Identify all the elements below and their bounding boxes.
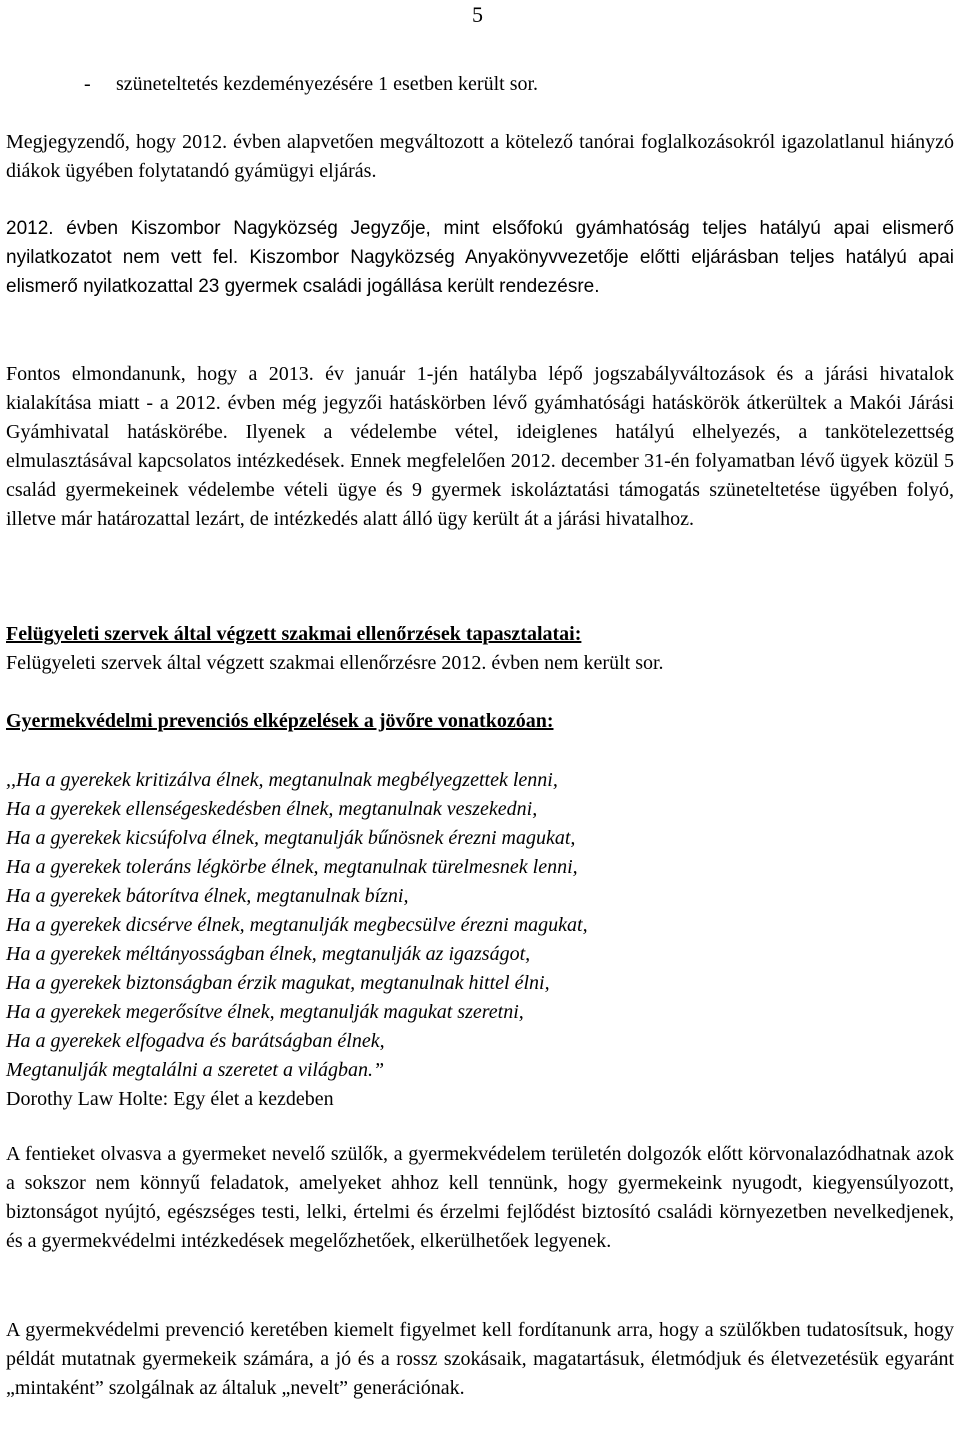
poem-line: ,,Ha a gyerekek kritizálva élnek, megtanulnak megbélyegzettek lenni, bbox=[6, 769, 558, 791]
poem-line: Ha a gyerekek toleráns légkörbe élnek, megtanulnak türelmesnek lenni, bbox=[6, 856, 578, 878]
paragraph-fontos: Fontos elmondanunk, hogy a 2013. év január 1-jén hatályba lépő jogszabályváltozások és a járási hivatalok kialakítása miatt - a 2012. évben még jegyzői hatáskörben lévő gyámhatósági hatáskörök átkerültek a Makói Járási Gyámhivatal hatáskörébe. Ilyenek a védelembe vétel, ideiglenes hatályú elhelyezés, a tankötelezettség elmulasztásával kapcsolatos intézkedések. Ennek megfelelően 2012. december 31-én folyamatban lévő ügyek közül 5 család gyermekeinek védelembe vételi ügye és 9 gyermek iskoláztatási támogatás szüneteltetése ügyében folyó, illetve már határozattal lezárt, de intézkedés alatt álló ügy került át a járási hivatalhoz. bbox=[6, 363, 954, 530]
dash-list-item bbox=[84, 70, 934, 99]
poem-line: Ha a gyerekek méltányosságban élnek, megtanulják az igazságot, bbox=[6, 943, 531, 965]
poem-line: Ha a gyerekek ellenségeskedésben élnek, megtanulnak veszekedni, bbox=[6, 798, 538, 820]
poem-line: Ha a gyerekek dicsérve élnek, megtanulják megbecsülve érezni magukat, bbox=[6, 914, 588, 936]
dash-item-text: szüneteltetés kezdeményezésére 1 esetben került sor. bbox=[116, 73, 539, 95]
poem-line: Ha a gyerekek bátorítva élnek, megtanulnak bízni, bbox=[6, 885, 409, 907]
poem-line: Ha a gyerekek kicsúfolva élnek, megtanulják bűnösnek érezni magukat, bbox=[6, 827, 576, 849]
poem-line: Ha a gyerekek biztonságban érzik magukat, megtanulnak hittel élni, bbox=[6, 972, 550, 994]
poem-line: Ha a gyerekek elfogadva és barátságban élnek, bbox=[6, 1030, 385, 1052]
paragraph-note: Megjegyzendő, hogy 2012. évben alapvetően megváltozott a kötelező tanórai foglalkozásokról igazolatlanul hiányzó diákok ügyében folytatandó gyámügyi eljárás. bbox=[6, 131, 954, 182]
paragraph-felugyeleti: Felügyeleti szervek által végzett szakmai ellenőrzésre 2012. évben nem került sor. bbox=[6, 652, 664, 674]
poem-line: Ha a gyerekek megerősítve élnek, megtanulják magukat szeretni, bbox=[6, 1001, 524, 1023]
paragraph-2012: 2012. évben Kiszombor Nagyközség Jegyzője, mint elsőfokú gyámhatóság teljes hatályú apai elismerő nyilatkozatot nem vett fel. Kiszombor Nagyközség Anyakönyvvezetője előtti eljárásban teljes hatályú apai elismerő nyilatkozattal 23 gyermek családi jogállása került rendezésre. bbox=[6, 218, 954, 297]
poem bbox=[6, 766, 954, 1085]
poem-line: Megtanulják megtalálni a szeretet a világban.” bbox=[6, 1059, 385, 1081]
dash-bullet: - bbox=[84, 73, 91, 95]
heading-felugyeleti: Felügyeleti szervek által végzett szakmai ellenőrzések tapasztalatai: bbox=[6, 623, 582, 645]
heading-prevencio: Gyermekvédelmi prevenciós elképzelések a jövőre vonatkozóan: bbox=[6, 710, 554, 732]
page-number: 5 bbox=[472, 2, 483, 27]
poem-attribution: Dorothy Law Holte: Egy élet a kezdeben bbox=[6, 1088, 334, 1110]
paragraph-prevencio: A gyermekvédelmi prevenció keretében kiemelt figyelmet kell fordítanunk arra, hogy a szülőkben tudatosítsuk, hogy példát mutatnak gyermekeik számára, a jó és a rossz szokásaik, magatartásuk, életmódjuk és életvezetésük egyaránt „mintaként” szolgálnak az általuk „nevelt” generációnak. bbox=[6, 1319, 954, 1399]
paragraph-fentieket: A fentieket olvasva a gyermeket nevelő szülők, a gyermekvédelem területén dolgozók előtt körvonalazódhatnak azok a sokszor nem könnyű feladatok, amelyeket ahhoz kell tennünk, hogy gyermekeink nyugodt, kiegyensúlyozott, biztonságot nyújtó, egészséges testi, lelki, értelmi és érzelmi fejlődést biztosító családi környezetben nevelkedjenek, és a gyermekvédelmi intézkedések megelőzhetőek, elkerülhetőek legyenek. bbox=[6, 1143, 954, 1252]
